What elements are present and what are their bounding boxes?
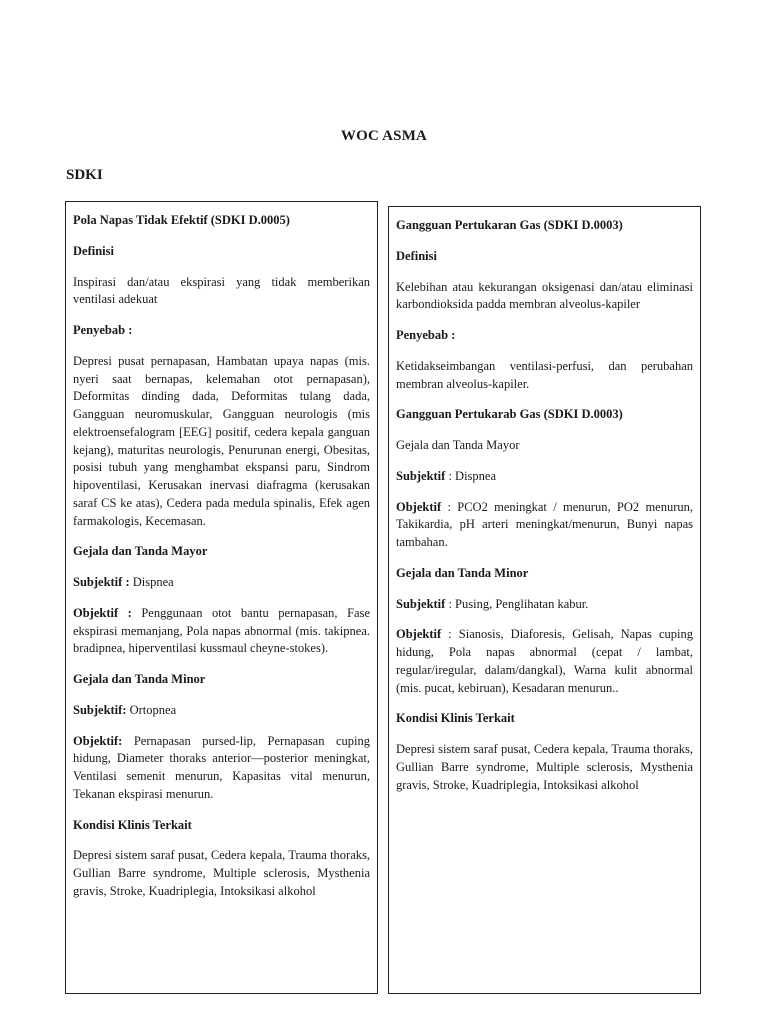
diagnosis-box-pola-napas xyxy=(65,201,378,994)
kondisi-klinis-label: Kondisi Klinis Terkait xyxy=(396,711,515,726)
minor-objektif xyxy=(396,626,693,697)
objektif-text: : PCO2 meningkat / menurun, PO2 menurun, Takikardia, pH arteri meningkat/menurun, Bunyi napas tambahan. xyxy=(396,499,693,549)
gejala-minor-label: Gejala dan Tanda Minor xyxy=(396,565,529,580)
diagnosis-heading-secondary: Gangguan Pertukarab Gas (SDKI D.0003) xyxy=(396,407,623,422)
definisi-label: Definisi xyxy=(396,248,437,263)
objektif-label: Objektif : xyxy=(73,605,132,620)
penyebab-text: Depresi pusat pernapasan, Hambatan upaya napas (mis. nyeri saat bernapas, kelemahan otot pernapasan), Deformitas dinding dada, Deformitas tulang dada, Gangguan neuromuskular, Gangguan neurologis (mis elektroensefalogram [EEG] positif, cedera kepala ganguan kejang), maturitas neurologis, Penurunan energi, Obesitas, posisi tubuh yang menghambat ekspansi paru, Sindrom hipoventilasi, Kerusakan inervasi diafragma (kerusakan saraf CS ke atas), Cedera pada medula spinalis, Efek agen farmakologis, Kecemasan. xyxy=(73,353,370,528)
definisi-text: Inspirasi dan/atau ekspirasi yang tidak memberikan ventilasi adekuat xyxy=(73,274,370,307)
objektif-text: Pernapasan pursed-lip, Pernapasan cuping hidung, Diameter thoraks anterior—posterior meningkat, Ventilasi semenit menurun, Kapasitas vital menurun, Tekanan ekspirasi menurun. xyxy=(73,733,370,801)
objektif-label: Objektif: xyxy=(73,733,123,748)
document-title: WOC ASMA xyxy=(340,128,428,144)
objektif-text: : Sianosis, Diaforesis, Gelisah, Napas cuping hidung, Pola napas abnormal (cepat / lambat, regular/iregular, dalam/dangkal), Warna kulit abnormal (mis. pucat, kebiruan), Kesadaran menurun.. xyxy=(396,627,693,695)
gejala-mayor-label: Gejala dan Tanda Mayor xyxy=(73,544,208,559)
subjektif-label: Subjektif: xyxy=(73,702,127,717)
minor-objektif xyxy=(73,733,370,804)
section-label: SDKI xyxy=(66,167,103,183)
minor-subjektif xyxy=(73,702,370,720)
gejala-mayor-label: Gejala dan Tanda Mayor xyxy=(396,438,520,452)
kondisi-klinis-text: Depresi sistem saraf pusat, Cedera kepala, Trauma thoraks, Gullian Barre syndrome, Multiple sclerosis, Mysthenia gravis, Stroke, Kuadriplegia, Intoksikasi alkohol xyxy=(73,848,370,898)
diagnosis-heading: Gangguan Pertukaran Gas (SDKI D.0003) xyxy=(396,218,623,232)
gejala-minor-label: Gejala dan Tanda Minor xyxy=(73,672,206,686)
penyebab-label: Penyebab : xyxy=(396,328,456,342)
subjektif-label: Subjektif : xyxy=(73,575,130,589)
diagnosis-heading: Pola Napas Tidak Efektif (SDKI D.0005) xyxy=(73,213,290,227)
subjektif-text: Ortopnea xyxy=(126,702,177,717)
kondisi-klinis-label: Kondisi Klinis Terkait xyxy=(73,817,192,832)
diagnosis-box-pertukaran-gas xyxy=(388,206,701,994)
mayor-objektif xyxy=(396,499,693,552)
objektif-text: Penggunaan otot bantu pernapasan, Fase ekspirasi memanjang, Pola napas abnormal (mis. takipnea. bradipnea, hiperventilasi kussmaul cheyne-stokes). xyxy=(73,605,370,656)
subjektif-text: : Pusing, Penglihatan kabur. xyxy=(445,596,589,611)
mayor-subjektif xyxy=(73,574,370,592)
definisi-text: Kelebihan atau kekurangan oksigenasi dan/atau eliminasi karbondioksida padda membran alveolus-kapiler xyxy=(396,279,693,312)
subjektif-label: Subjektif xyxy=(396,596,446,611)
objektif-label: Objektif xyxy=(396,627,442,642)
penyebab-text: Ketidakseimbangan ventilasi-perfusi, dan perubahan membran alveolus-kapiler. xyxy=(396,358,693,391)
subjektif-text: : Dispnea xyxy=(445,468,497,483)
kondisi-klinis-text: Depresi sistem saraf pusat, Cedera kepala, Trauma thoraks, Gullian Barre syndrome, Multiple sclerosis, Mysthenia gravis, Stroke, Kuadriplegia, Intoksikasi alkohol xyxy=(396,742,693,792)
mayor-objektif xyxy=(73,605,370,658)
objektif-label: Objektif xyxy=(396,499,442,514)
minor-subjektif xyxy=(396,596,693,614)
mayor-subjektif xyxy=(396,468,693,486)
penyebab-label: Penyebab : xyxy=(73,323,133,337)
subjektif-text: Dispnea xyxy=(129,575,174,589)
definisi-label: Definisi xyxy=(73,243,114,258)
subjektif-label: Subjektif xyxy=(396,468,446,483)
